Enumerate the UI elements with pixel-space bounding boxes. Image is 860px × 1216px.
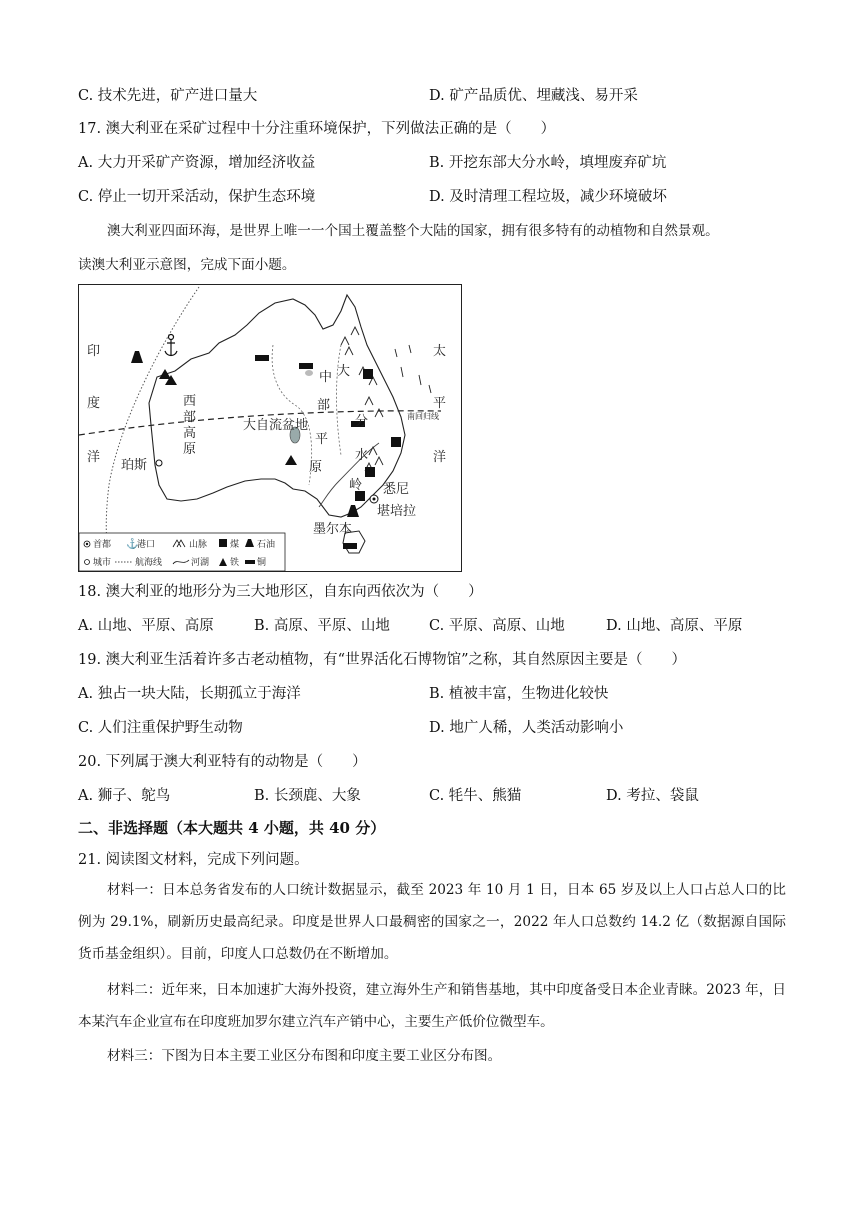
- legend-oil: 石油: [257, 540, 276, 550]
- legend-iron: 铁: [230, 558, 240, 568]
- label-dividing-range-4: 岭: [349, 478, 363, 493]
- label-central-plain-1: 中: [319, 370, 333, 385]
- ocean-pacific-char-1: 太: [433, 344, 447, 359]
- australia-map: [78, 284, 462, 572]
- legend-route: 航海线: [135, 558, 163, 568]
- australia-map-svg: [79, 285, 461, 571]
- legend-river-lake: 河湖: [191, 558, 210, 568]
- label-dividing-range-2: 分: [355, 414, 369, 429]
- label-western-plateau-4: 原: [183, 442, 197, 457]
- q20-option-c: C. 牦牛、熊猫: [429, 788, 522, 804]
- q20-stem: 20. 下列属于澳大利亚特有的动物是（ ）: [78, 754, 367, 770]
- q20-option-d: D. 考拉、袋鼠: [606, 788, 699, 804]
- q21-material-1: 材料一：日本总务省发布的人口统计数据显示，截至 2023 年 10 月 1 日，日本 65 岁及以上人口占总人口的比例为 29.1%，刷新历史最高纪录。印度是世界人口最稠密的国家之一，2022 年人口总数约 14.2 亿（数据源自国际货币基金组织）。目前，印度人口总数仍在不断增加。: [78, 882, 786, 962]
- ocean-indian-char-3: 洋: [87, 450, 101, 465]
- city-perth-dot: [156, 460, 162, 466]
- q19-option-d: D. 地广人稀，人类活动影响小: [429, 720, 624, 736]
- label-western-plateau-3: 高: [183, 426, 197, 441]
- ocean-indian-char-1: 印: [87, 344, 101, 359]
- label-western-plateau-1: 西: [183, 394, 197, 409]
- q18-option-c: C. 平原、高原、山地: [429, 618, 565, 634]
- q18-option-b: B. 高原、平原、山地: [254, 618, 390, 634]
- ocean-indian-char-2: 度: [87, 396, 101, 411]
- copper-symbols: [255, 355, 365, 549]
- legend-copper: 铜: [257, 558, 267, 568]
- legend-coal: 煤: [230, 540, 240, 550]
- label-tropic: 南回归线: [407, 412, 439, 421]
- legend-mountain: 山脉: [189, 540, 208, 550]
- q21-stem: 21. 阅读图文材料，完成下列问题。: [78, 852, 309, 868]
- q20-option-a: A. 狮子、鸵鸟: [78, 788, 171, 804]
- q21-material-3: 材料三：下图为日本主要工业区分布图和印度主要工业区分布图。: [107, 1048, 502, 1064]
- q19-option-a: A. 独占一块大陆，长期孤立于海洋: [78, 686, 301, 702]
- q18-option-a: A. 山地、平原、高原: [78, 618, 214, 634]
- q18-option-d: D. 山地、高原、平原: [606, 618, 743, 634]
- label-canberra: 堪培拉: [377, 504, 417, 519]
- legend-capital: 首都: [93, 540, 112, 550]
- label-central-plain-4: 原: [309, 460, 323, 475]
- legend-city: 城市: [93, 558, 112, 568]
- label-melbourne: 墨尔本: [313, 522, 353, 537]
- q18-stem: 18. 澳大利亚的地形分为三大地形区，自东向西依次为（ ）: [78, 584, 483, 600]
- ocean-pacific-char-2: 平: [433, 396, 447, 411]
- q19-stem: 19. 澳大利亚生活着许多古老动植物，有“世界活化石博物馆”之称，其自然原因主要是（ ）: [78, 652, 686, 668]
- q19-option-c: C. 人们注重保护野生动物: [78, 720, 243, 736]
- q20-option-b: B. 长颈鹿、大象: [254, 788, 361, 804]
- section-2-title: 二、非选择题（本大题共 4 小题，共 40 分）: [78, 819, 386, 837]
- q17-option-c: C. 停止一切开采活动，保护生态环境: [78, 189, 316, 205]
- map-legend: [79, 533, 285, 571]
- legend-port: 港口: [137, 540, 156, 550]
- iron-symbols: [159, 369, 297, 465]
- q21-material-2: 材料二：近年来，日本加速扩大海外投资，建立海外生产和销售基地，其中印度备受日本企业青睐。2023 年，日本某汽车企业宣布在印度班加罗尔建立汽车产销中心，主要生产低价位微型车。: [78, 982, 786, 1030]
- q17-option-a: A. 大力开采矿产资源，增加经济收益: [78, 155, 316, 171]
- intro-line-2: 读澳大利亚示意图，完成下面小题。: [78, 257, 296, 273]
- label-central-plain-2: 部: [317, 398, 331, 413]
- label-western-plateau-2: 部: [183, 410, 197, 425]
- label-central-plain-3: 平: [315, 432, 329, 447]
- q17-stem: 17. 澳大利亚在采矿过程中十分注重环境保护，下列做法正确的是（ ）: [78, 121, 556, 137]
- label-dividing-range-3: 水: [355, 448, 369, 463]
- lake-small: [305, 370, 313, 376]
- q17-option-b: B. 开挖东部大分水岭，填埋废弃矿坑: [429, 155, 667, 171]
- label-sydney: 悉尼: [383, 482, 410, 497]
- intro-line-1: 澳大利亚四面环海，是世界上唯一一个国土覆盖整个大陆的国家，拥有很多特有的动植物和自然景观。: [107, 223, 719, 239]
- q16-option-c: C. 技术先进，矿产进口量大: [78, 88, 258, 104]
- label-great-artesian-basin: 大自流盆地: [243, 418, 309, 433]
- legend-port-icon: ⚓: [126, 539, 139, 550]
- q17-option-d: D. 及时清理工程垃圾，减少环境破坏: [429, 189, 667, 205]
- q19-option-b: B. 植被丰富，生物进化较快: [429, 686, 609, 702]
- label-dividing-range-1: 大: [337, 364, 351, 379]
- q16-option-d: D. 矿产品质优、埋藏浅、易开采: [429, 88, 638, 104]
- ocean-pacific-char-3: 洋: [433, 450, 447, 465]
- label-perth: 珀斯: [121, 458, 148, 473]
- landform-boundary-east: [337, 345, 342, 455]
